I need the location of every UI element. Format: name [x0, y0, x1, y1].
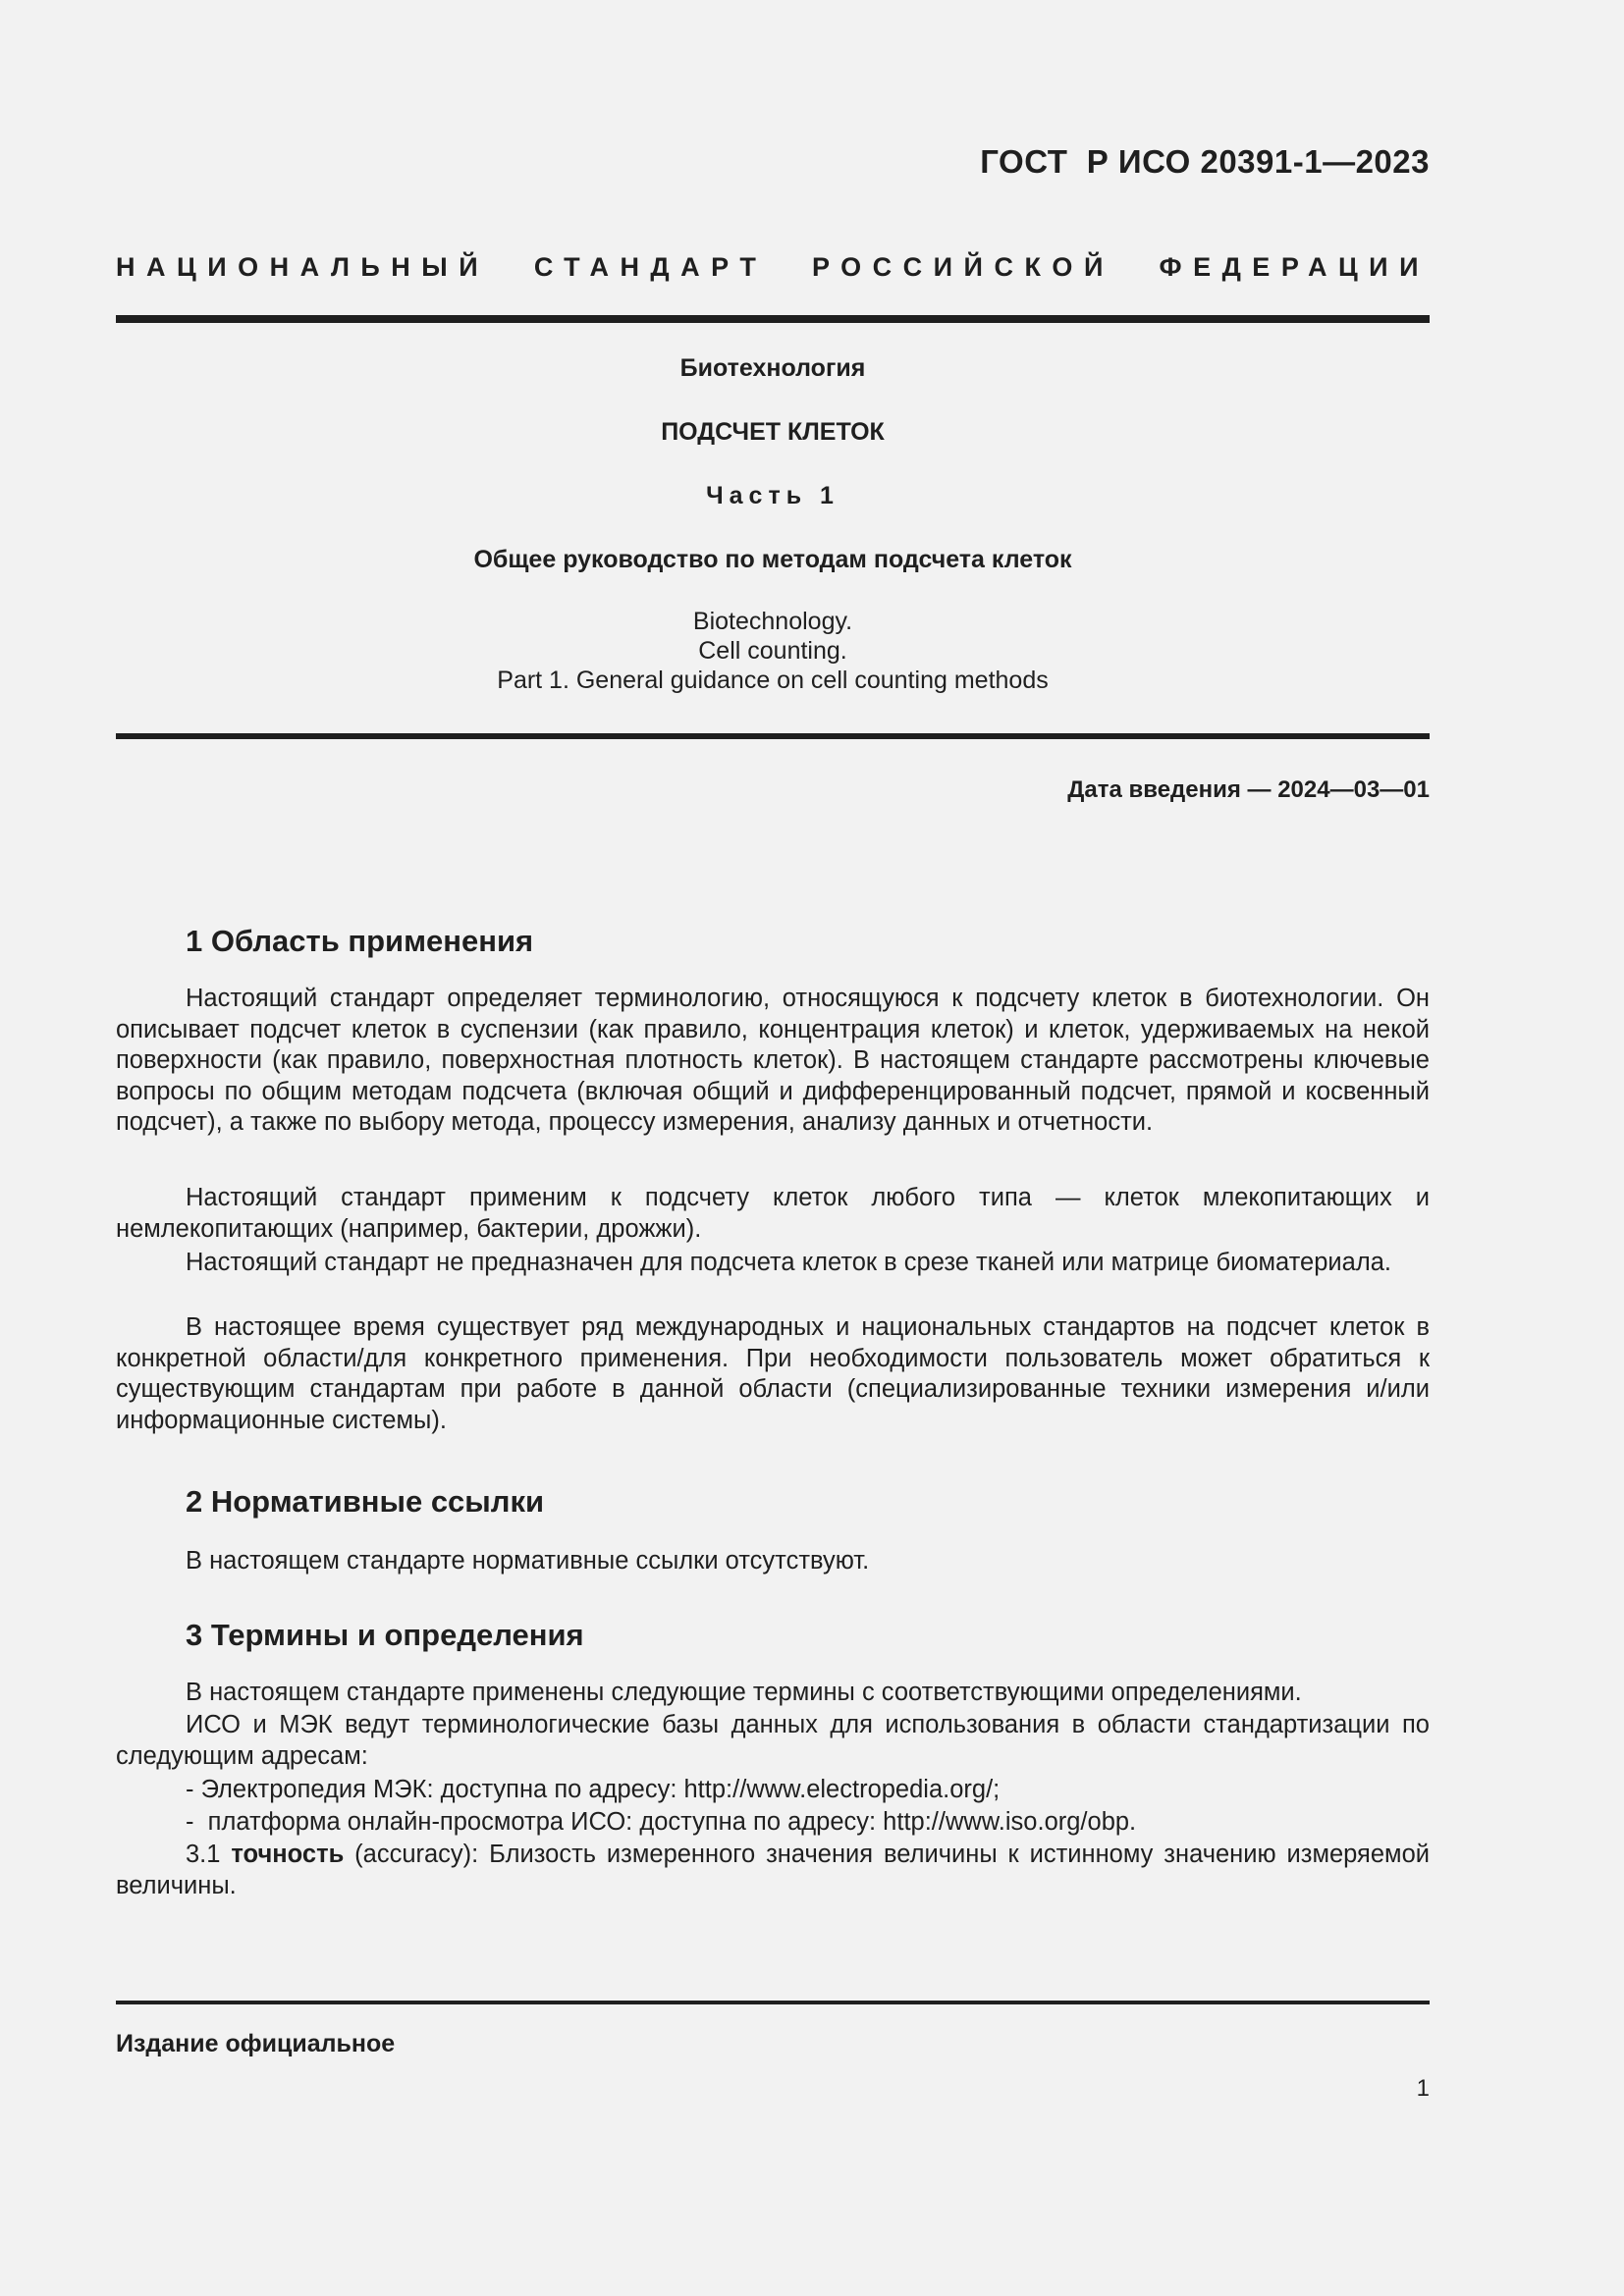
footer-rule — [116, 2001, 1430, 2004]
terms-list-item: - платформа онлайн-просмотра ИСО: доступна по адресу: http://www.iso.org/obp. — [186, 1808, 1137, 1836]
part-label: Часть 1 — [706, 482, 839, 509]
top-rule — [116, 315, 1430, 323]
english-title-line: Cell counting. — [698, 637, 847, 665]
scope-paragraph: В настоящее время существует ряд международных и национальных стандартов на подсчет клеток в конкретной области/для конкретного применения. При необходимости пользователь может обратиться к существующим стандартам при работе в данной области (специализированные техники измерения и/или информационные системы). — [116, 1313, 1430, 1434]
terms-paragraph: В настоящем стандарте применены следующие термины с соответствующими определениями. — [186, 1679, 1302, 1706]
introduction-date: Дата введения — 2024—03—01 — [1067, 776, 1430, 803]
field-label: Биотехнология — [679, 354, 866, 382]
official-edition-label: Издание официальное — [116, 2030, 396, 2057]
english-title-line: Biotechnology. — [692, 608, 853, 635]
references-paragraph: В настоящем стандарте нормативные ссылки отсутствуют. — [186, 1547, 870, 1575]
section-heading-references: 2 Нормативные ссылки — [186, 1484, 545, 1519]
document-subtitle: Общее руководство по методам подсчета клеток — [473, 546, 1072, 573]
english-title-line: Part 1. General guidance on cell counting methods — [497, 667, 1049, 694]
document-title: ПОДСЧЕТ КЛЕТОК — [661, 418, 885, 446]
document-page — [116, 0, 1430, 2296]
term-word: точность — [231, 1841, 345, 1868]
scope-paragraph: Настоящий стандарт определяет терминологию, относящуюся к подсчету клеток в биотехнологии. Он описывает подсчет клеток в суспензии (как правило, концентрация клеток) и клеток, удерживаемых на некой поверхности (как правило, поверхностная плотность клеток). В настоящем стандарте рассмотрены ключевые вопросы по общим методам подсчета (включая общий и дифференцированный подсчет, прямой и косвенный подсчет), а также по выбору метода, процессу измерения, анализу данных и отчетности. — [116, 985, 1430, 1136]
scope-paragraph: Настоящий стандарт не предназначен для подсчета клеток в срезе тканей или матрице биоматериала. — [186, 1249, 1391, 1276]
terms-list-item: - Электропедия МЭК: доступна по адресу: http://www.electropedia.org/; — [186, 1776, 1001, 1803]
scope-paragraph: Настоящий стандарт применим к подсчету клеток любого типа — клеток млекопитающих и немлекопитающих (например, бактерии, дрожжи). — [116, 1184, 1430, 1243]
title-rule — [116, 733, 1430, 739]
national-standard-banner: НАЦИОНАЛЬНЫЙ СТАНДАРТ РОССИЙСКОЙ ФЕДЕРАЦИИ — [116, 252, 1430, 282]
term-number: 3.1 — [186, 1841, 221, 1868]
document-code: ГОСТ Р ИСО 20391-1—2023 — [980, 143, 1430, 180]
terms-paragraph: ИСО и МЭК ведут терминологические базы данных для использования в области стандартизации по следующим адресам: — [116, 1711, 1430, 1770]
page-number: 1 — [1416, 2075, 1430, 2102]
section-heading-scope: 1 Область применения — [186, 924, 534, 958]
section-heading-terms: 3 Термины и определения — [186, 1618, 584, 1652]
term-definition-paragraph — [116, 1840, 1430, 1901]
term-definition: (accuracy): Близость измеренного значения величины к истинному значению измеряемой величины. — [116, 1841, 1431, 1899]
